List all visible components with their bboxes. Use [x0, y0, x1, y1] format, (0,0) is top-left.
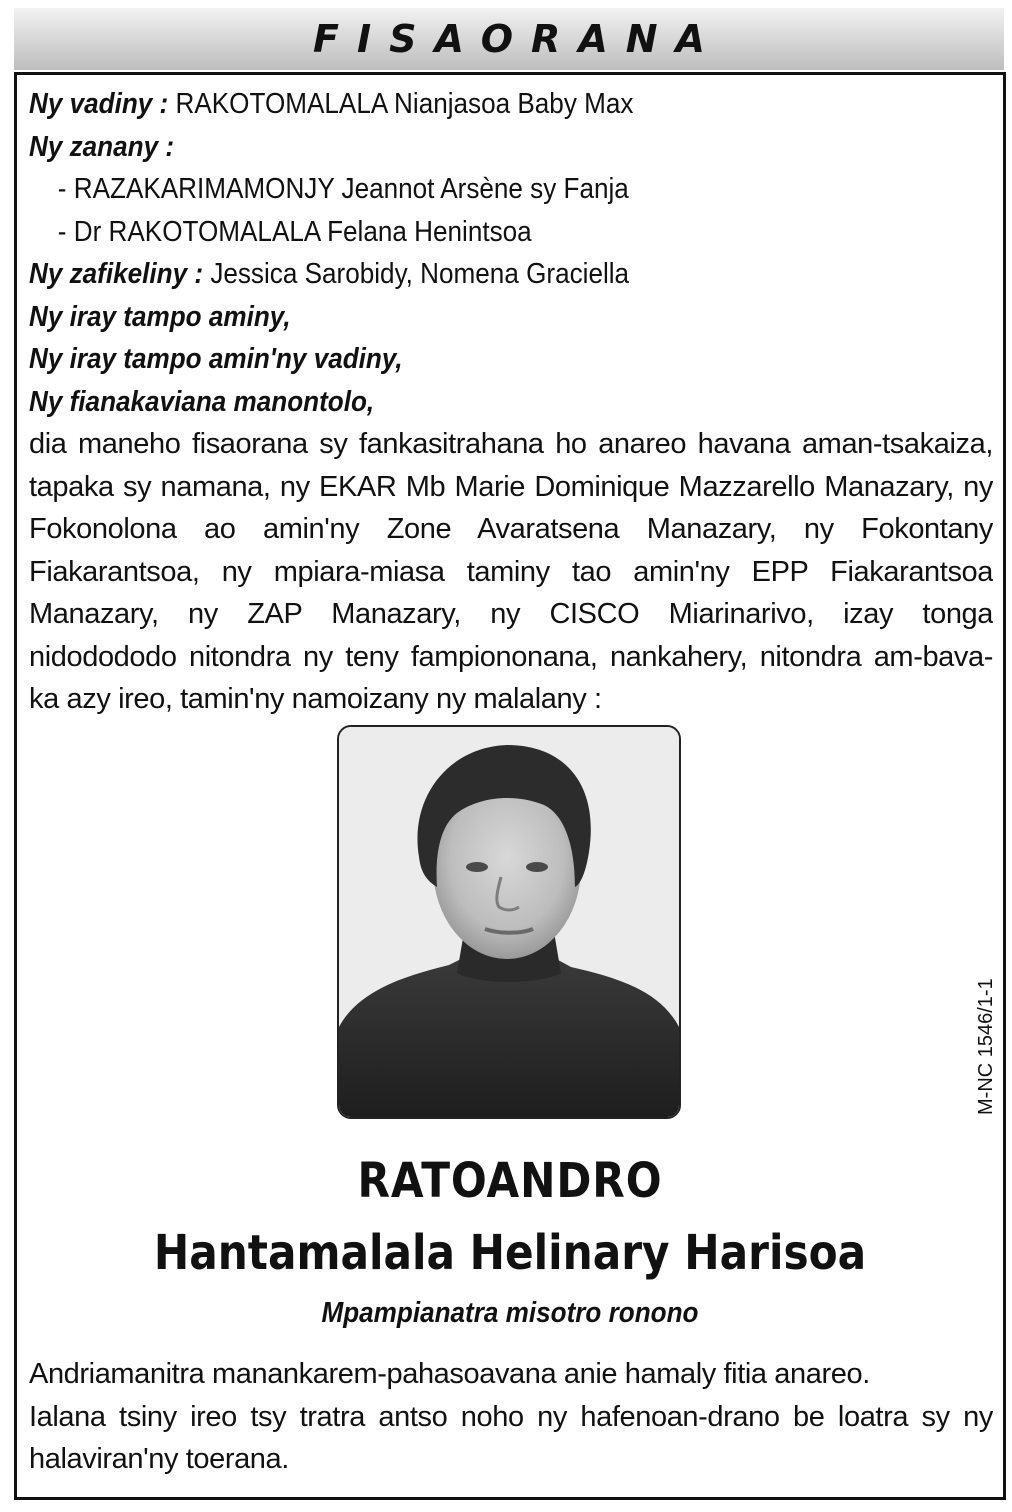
- header-banner: [14, 8, 1004, 70]
- intro-section: [29, 83, 993, 721]
- grandchildren-label: Ny zafikeliny :: [29, 258, 204, 290]
- thanks-line: Fokonolona ao amin'ny Zone Avaratsena Manazary, ny Fokontany: [29, 513, 993, 545]
- family-line: Ny fianakaviana manontolo,: [29, 385, 375, 418]
- thanks-line: Manazary, ny ZAP Manazary, ny CISCO Miarinarivo, izay tonga: [29, 598, 993, 630]
- children-label: Ny zanany :: [29, 130, 175, 163]
- thanks-line: ka azy ireo, tamin'ny namoizany ny malalany :: [29, 683, 602, 715]
- reference-code: M-NC 1546/1-1: [975, 978, 997, 1115]
- portrait-image: [339, 727, 679, 1117]
- family-line: Ny iray tampo amin'ny vadiny,: [29, 343, 403, 375]
- thanks-line: Fiakarantsoa, ny mpiara-miasa taminy tao amin'ny EPP Fiakarantsoa: [29, 555, 993, 588]
- thanks-paragraph: [29, 423, 993, 721]
- closing-paragraph: [29, 1353, 993, 1481]
- thanks-line: tapaka sy namana, ny EKAR Mb Marie Dominique Mazzarello Manazary, ny: [29, 470, 993, 503]
- deceased-given-names: Hantamalala Helinary Harisoa: [153, 1225, 867, 1281]
- grandchildren-value: Jessica Sarobidy, Nomena Graciella: [210, 258, 630, 290]
- child-item: - Dr RAKOTOMALALA Felana Henintsoa: [57, 215, 532, 248]
- deceased-surname: RATOANDRO: [357, 1153, 663, 1209]
- portrait-photo: [337, 725, 681, 1119]
- thanks-line: nidodododo nitondra ny teny fampiononana, nankahery, nitondra am-bava-: [29, 640, 993, 673]
- grandchildren-line: [29, 253, 897, 296]
- spouse-label: Ny vadiny :: [29, 88, 169, 120]
- deceased-role: Mpampianatra misotro ronono: [321, 1297, 699, 1329]
- child-item: - RAZAKARIMAMONJY Jeannot Arsène sy Fanja: [57, 173, 629, 205]
- thanks-line: dia maneho fisaorana sy fankasitrahana ho anareo havana aman-tsakaiza,: [29, 428, 993, 460]
- closing-line: Ialana tsiny ireo tsy tratra antso noho ny hafenoan-drano be loatra sy ny: [29, 1400, 993, 1433]
- family-line: Ny iray tampo aminy,: [29, 300, 291, 333]
- closing-line: halaviran'ny toerana.: [29, 1443, 289, 1475]
- closing-line: Andriamanitra manankarem-pahasoavana anie hamaly fitia anareo.: [29, 1358, 870, 1390]
- spouse-line: [29, 83, 897, 126]
- notice-frame: [14, 72, 1006, 1500]
- header-title: FISAORANA: [313, 17, 723, 61]
- spouse-value: RAKOTOMALALA Nianjasoa Baby Max: [175, 88, 634, 120]
